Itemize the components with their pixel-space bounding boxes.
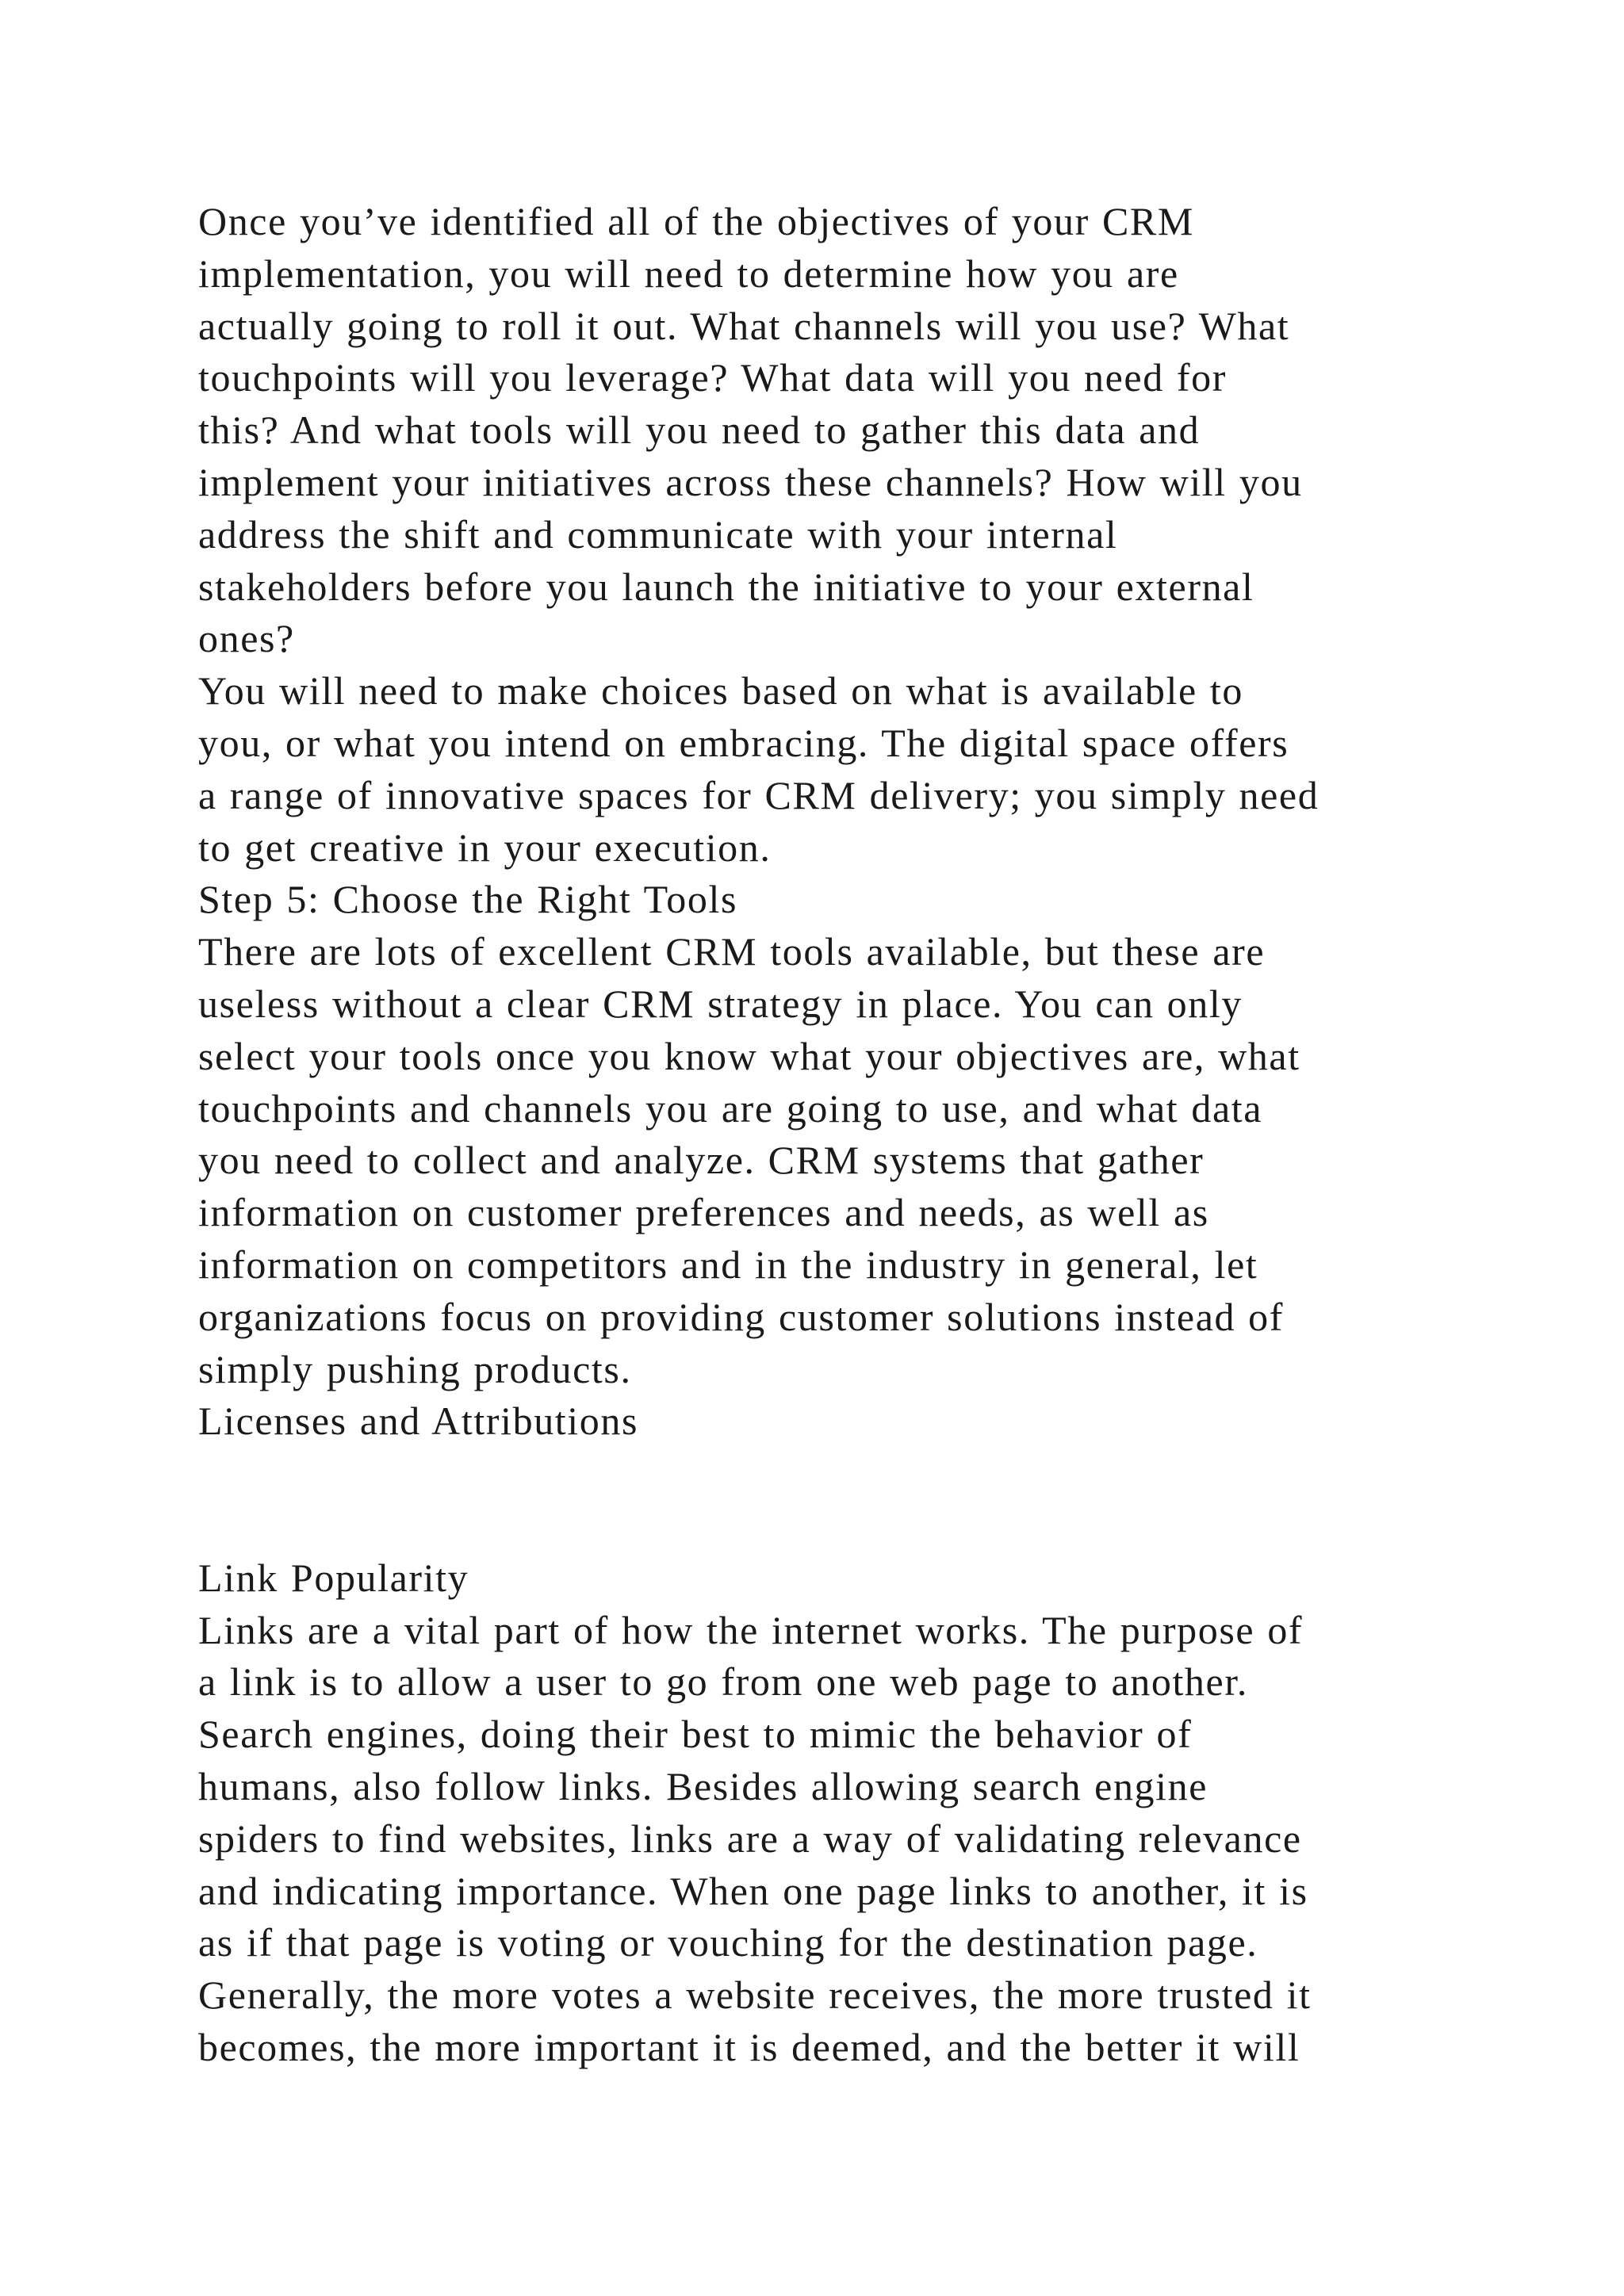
text-line: touchpoints will you leverage? What data will you need for — [198, 355, 1228, 400]
text-line: implement your initiatives across these channels? How will you — [198, 459, 1303, 504]
text-line: select your tools once you know what your objectives are, what — [198, 1033, 1300, 1078]
text-line: useless without a clear CRM strategy in place. You can only — [198, 981, 1243, 1026]
text-line: address the shift and communicate with your internal — [198, 511, 1118, 557]
text-line: to get creative in your execution. — [198, 825, 772, 870]
document-body — [198, 196, 1467, 2074]
link-popularity-section — [198, 1552, 1467, 2074]
text-line: simply pushing products. — [198, 1346, 632, 1391]
section-spacer — [198, 1448, 1467, 1552]
crm-section — [198, 196, 1467, 1448]
text-line: actually going to roll it out. What channels will you use? What — [198, 303, 1290, 348]
text-line: information on competitors and in the industry in general, let — [198, 1242, 1258, 1287]
text-line: this? And what tools will you need to gather this data and — [198, 408, 1201, 453]
text-line: implementation, you will need to determine how you are — [198, 251, 1179, 296]
text-line: stakeholders before you launch the initiative to your external — [198, 564, 1254, 609]
text-line: a range of innovative spaces for CRM delivery; you simply need — [198, 772, 1320, 817]
licenses-heading: Licenses and Attributions — [198, 1399, 639, 1444]
text-line: Generally, the more votes a website receives, the more trusted it — [198, 1973, 1312, 2018]
step-5-heading: Step 5: Choose the Right Tools — [198, 877, 737, 922]
text-line: Links are a vital part of how the internet works. The purpose of — [198, 1607, 1304, 1652]
text-line: as if that page is voting or vouching for the destination page. — [198, 1920, 1258, 1965]
text-line: a link is to allow a user to go from one web page to another. — [198, 1659, 1248, 1705]
text-line: There are lots of excellent CRM tools available, but these are — [198, 929, 1266, 974]
text-line: spiders to find websites, links are a way of validating relevance — [198, 1816, 1302, 1861]
text-line: You will need to make choices based on what is available to — [198, 668, 1243, 714]
text-line: humans, also follow links. Besides allowing search engine — [198, 1763, 1208, 1808]
text-line: information on customer preferences and needs, as well as — [198, 1190, 1209, 1235]
text-line: ones? — [198, 616, 295, 661]
link-popularity-heading: Link Popularity — [198, 1555, 469, 1600]
text-line: and indicating importance. When one page links to another, it is — [198, 1868, 1308, 1913]
text-line: becomes, the more important it is deemed, and the better it will — [198, 2024, 1300, 2069]
text-line: Search engines, doing their best to mimic the behavior of — [198, 1712, 1193, 1757]
text-line: touchpoints and channels you are going to use, and what data — [198, 1085, 1263, 1131]
text-line: organizations focus on providing customer solutions instead of — [198, 1294, 1285, 1339]
text-line: Once you’ve identified all of the objectives of your CRM — [198, 199, 1194, 243]
text-line: you need to collect and analyze. CRM systems that gather — [198, 1138, 1205, 1183]
text-line: you, or what you intend on embracing. The digital space offers — [198, 720, 1289, 765]
